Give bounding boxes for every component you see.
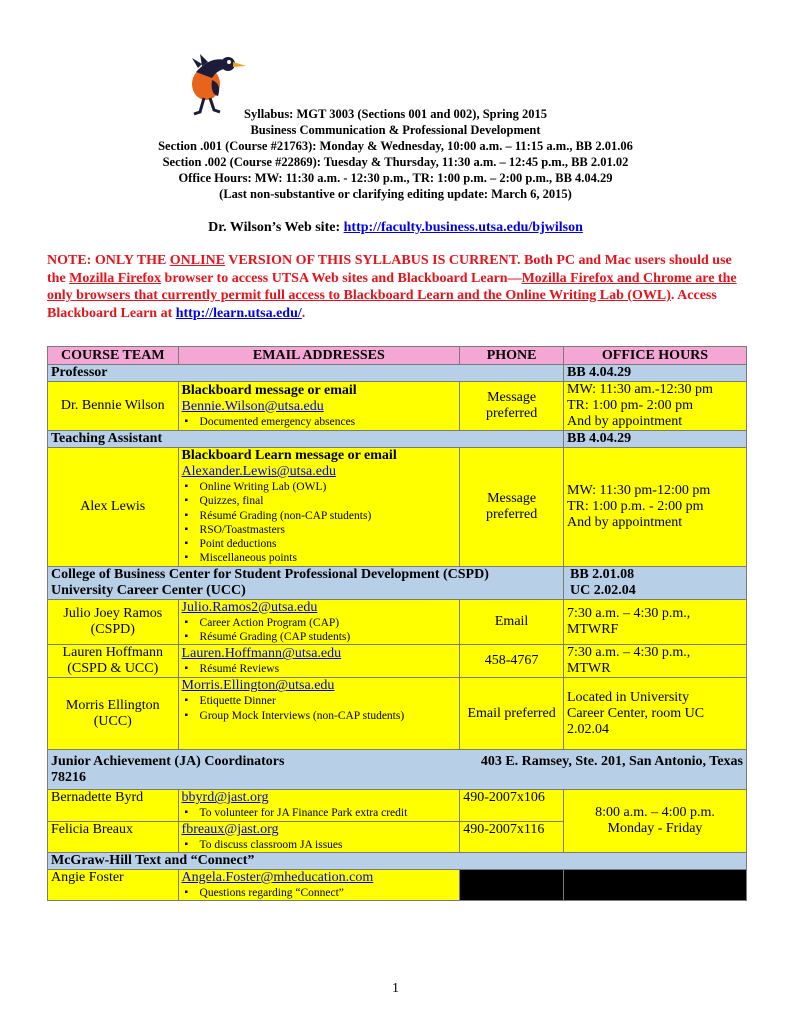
- list-item: ▪ Résumé Grading (non-CAP students): [200, 509, 457, 523]
- hours-line: TR: 1:00 pm- 2:00 pm: [567, 398, 693, 413]
- course-team-table: [47, 346, 747, 901]
- hours-line: And by appointment: [567, 414, 683, 429]
- email-link[interactable]: fbreaux@jast.org: [181, 821, 279, 837]
- list-item: ▪ Questions regarding “Connect”: [200, 886, 457, 900]
- section-room: BB 4.04.29: [564, 431, 747, 448]
- duties-list: [182, 415, 457, 429]
- list-item: ▪ To discuss classroom JA issues: [200, 838, 457, 852]
- hours-line: Monday - Friday: [607, 821, 703, 837]
- list-item: ▪ Documented emergency absences: [200, 415, 457, 429]
- hours-cell: [564, 448, 747, 567]
- email-cell: [178, 790, 460, 821]
- hours-line: 7:30 a.m. – 4:30 p.m.,: [567, 606, 691, 622]
- email-link[interactable]: Lauren.Hoffmann@utsa.edu: [181, 646, 342, 662]
- section-title-line: College of Business Center for Student Professional Development (CSPD): [51, 566, 489, 582]
- phone-cell: Email: [460, 599, 564, 645]
- hours-cell: [564, 645, 747, 678]
- hours-line: Located in University: [567, 689, 690, 705]
- hours-line: MTWR: [567, 661, 611, 677]
- col-header-phone: PHONE: [460, 347, 564, 365]
- duties-list: [182, 662, 457, 676]
- name-line: Lauren Hoffmann: [62, 645, 163, 661]
- section-title-line: University Career Center (UCC): [51, 582, 246, 598]
- table-row: [48, 382, 747, 431]
- section-title: [48, 566, 564, 599]
- hours-line: Career Center, room UC: [567, 705, 705, 721]
- list-item: ▪ RSO/Toastmasters: [200, 523, 457, 537]
- section-title: [48, 750, 747, 790]
- email-cell: [178, 645, 460, 678]
- section-row-mcgraw: [48, 852, 747, 869]
- table-row: [48, 678, 747, 750]
- hours-line: MW: 11:30 pm-12:00 pm: [567, 482, 711, 498]
- hours-line: 7:30 a.m. – 4:30 p.m.,: [567, 645, 691, 661]
- name-line: (CSPD & UCC): [67, 661, 159, 677]
- header-line-5: Office Hours: MW: 11:30 a.m. - 12:30 p.m., TR: 1:00 p.m. – 2:00 p.m., BB 4.04.29: [178, 171, 613, 185]
- syllabus-header: [0, 106, 791, 202]
- room-line: UC 2.02.04: [570, 582, 636, 598]
- note-text-1: NOTE: ONLY THE: [47, 253, 170, 268]
- header-line-3: Section .001 (Course #21763): Monday & Wednesday, 10:00 a.m. – 11:15 a.m., BB 2.01.06: [158, 139, 633, 153]
- section-title: Teaching Assistant: [48, 431, 564, 448]
- name-line: Morris Ellington: [65, 697, 160, 713]
- email-title: Blackboard message or email: [181, 382, 357, 398]
- phone-cell: 458-4767: [460, 645, 564, 678]
- note-text-4: Mozilla Firefox and Chrome are the only browsers that currently permit full access to Blackboard Learn and the Online Writing Lab (OWL): [47, 270, 737, 303]
- col-header-email: EMAIL ADDRESSES: [178, 347, 460, 365]
- col-header-hours: OFFICE HOURS: [564, 347, 747, 365]
- duties-list: [182, 806, 457, 820]
- name-line: (CSPD): [90, 622, 135, 638]
- table-row: [48, 869, 747, 900]
- phone-cell: 490-2007x116: [460, 821, 564, 852]
- person-name: [48, 645, 179, 678]
- name-line: (UCC): [93, 713, 132, 729]
- ja-title: Junior Achievement (JA) Coordinators: [51, 753, 285, 769]
- person-name: Angie Foster: [48, 869, 179, 900]
- table-row: [48, 599, 747, 645]
- list-item: ▪ Résumé Grading (CAP students): [200, 630, 457, 644]
- email-title: Blackboard Learn message or email: [181, 448, 397, 463]
- person-name: Bernadette Byrd: [48, 790, 179, 821]
- email-cell: [178, 821, 460, 852]
- page-number: 1: [392, 981, 399, 996]
- section-room: BB 4.04.29: [564, 365, 747, 382]
- hours-cell: [564, 790, 747, 853]
- list-item: ▪ Etiquette Dinner: [200, 694, 457, 708]
- hours-line: And by appointment: [567, 514, 683, 530]
- person-name: [48, 599, 179, 645]
- note-text-6: .: [301, 305, 306, 321]
- person-name: Felicia Breaux: [48, 821, 179, 852]
- phone-cell: Email preferred: [460, 678, 564, 750]
- table-header-row: [48, 347, 747, 365]
- email-cell: [178, 599, 460, 645]
- col-header-team: COURSE TEAM: [48, 347, 179, 365]
- website-link[interactable]: http://faculty.business.utsa.edu/bjwilson: [343, 220, 583, 235]
- list-item: ▪ Career Action Program (CAP): [200, 616, 457, 630]
- table-row: [48, 790, 747, 821]
- duties-list: [182, 694, 457, 723]
- browser-note: [47, 252, 747, 322]
- list-item: ▪ Point deductions: [200, 537, 457, 551]
- hours-cell: [564, 599, 747, 645]
- email-cell: [178, 678, 460, 750]
- ja-title-line: [51, 754, 743, 770]
- person-name: [48, 678, 179, 750]
- blackboard-link[interactable]: http://learn.utsa.edu/: [175, 305, 302, 321]
- section-room: [564, 566, 747, 599]
- hours-cell: [564, 678, 747, 750]
- section-row-professor: [48, 365, 747, 382]
- list-item: ▪ Miscellaneous points: [200, 551, 457, 565]
- section-row-cspd: [48, 566, 747, 599]
- note-text-2: VERSION OF THIS SYLLABUS IS CURRENT. Both PC and Mac users should use the: [47, 253, 732, 286]
- email-link[interactable]: Bennie.Wilson@utsa.edu: [181, 398, 324, 414]
- hours-line: 2.02.04: [567, 721, 609, 737]
- email-link[interactable]: Alexander.Lewis@utsa.edu: [181, 464, 336, 479]
- list-item: ▪ Résumé Reviews: [200, 662, 457, 676]
- table-row: [48, 645, 747, 678]
- email-link[interactable]: Julio.Ramos2@utsa.edu: [181, 599, 318, 615]
- phone-cell: 490-2007x106: [460, 790, 564, 821]
- email-cell: [178, 448, 460, 567]
- duties-list: [182, 616, 457, 645]
- hours-line: MTWRF: [567, 622, 619, 638]
- hours-cell: [564, 382, 747, 431]
- email-link[interactable]: bbyrd@jast.org: [181, 790, 269, 806]
- list-item: ▪ Group Mock Interviews (non-CAP students): [200, 709, 457, 723]
- section-title: McGraw-Hill Text and “Connect”: [48, 852, 747, 869]
- email-link[interactable]: Morris.Ellington@utsa.edu: [181, 678, 335, 694]
- duties-list: [182, 838, 457, 852]
- header-line-6: (Last non-substantive or clarifying editing update: March 6, 2015): [219, 187, 572, 201]
- table-row: [48, 448, 747, 567]
- phone-cell-redacted: [460, 869, 564, 900]
- email-cell: [178, 382, 460, 431]
- list-item: ▪ Online Writing Lab (OWL): [200, 480, 457, 494]
- ja-zip: 78216: [51, 769, 86, 785]
- note-firefox: Mozilla Firefox: [69, 270, 162, 286]
- section-row-ta: [48, 431, 747, 448]
- note-text-5: . Access Blackboard Learn at: [47, 288, 717, 321]
- header-line-4: Section .002 (Course #22869): Tuesday & Thursday, 11:30 a.m. – 12:45 p.m., BB 2.01.02: [162, 155, 629, 169]
- duties-list: [182, 480, 457, 566]
- hours-line: MW: 11:30 am.-12:30 pm: [567, 382, 713, 397]
- note-text-3: browser to access UTSA Web sites and Blackboard Learn—: [161, 270, 522, 286]
- note-online: ONLINE: [169, 253, 226, 268]
- email-link[interactable]: Angela.Foster@mheducation.com: [181, 869, 374, 885]
- list-item: ▪ To volunteer for JA Finance Park extra credit: [200, 806, 457, 820]
- header-line-1: Syllabus: MGT 3003 (Sections 001 and 002), Spring 2015: [244, 107, 547, 121]
- person-name: Alex Lewis: [48, 448, 179, 567]
- room-line: BB 2.01.08: [570, 566, 635, 582]
- header-line-2: Business Communication & Professional Development: [250, 123, 541, 137]
- section-title: Professor: [48, 365, 564, 382]
- hours-line: 8:00 a.m. – 4:00 p.m.: [595, 805, 715, 821]
- list-item: ▪ Quizzes, final: [200, 494, 457, 508]
- section-row-ja: [48, 750, 747, 790]
- hours-cell-redacted: [564, 869, 747, 900]
- website-label: Dr. Wilson’s Web site:: [208, 220, 341, 235]
- website-line: [0, 220, 791, 236]
- name-line: Julio Joey Ramos: [63, 606, 163, 622]
- hours-line: TR: 1:00 p.m. - 2:00 pm: [567, 498, 704, 514]
- duties-list: [182, 886, 457, 900]
- phone-cell: Message preferred: [460, 382, 564, 431]
- phone-cell: Message preferred: [460, 448, 564, 567]
- person-name: Dr. Bennie Wilson: [48, 382, 179, 431]
- email-cell: [178, 869, 460, 900]
- ja-address: 403 E. Ramsey, Ste. 201, San Antonio, Texas: [480, 753, 743, 769]
